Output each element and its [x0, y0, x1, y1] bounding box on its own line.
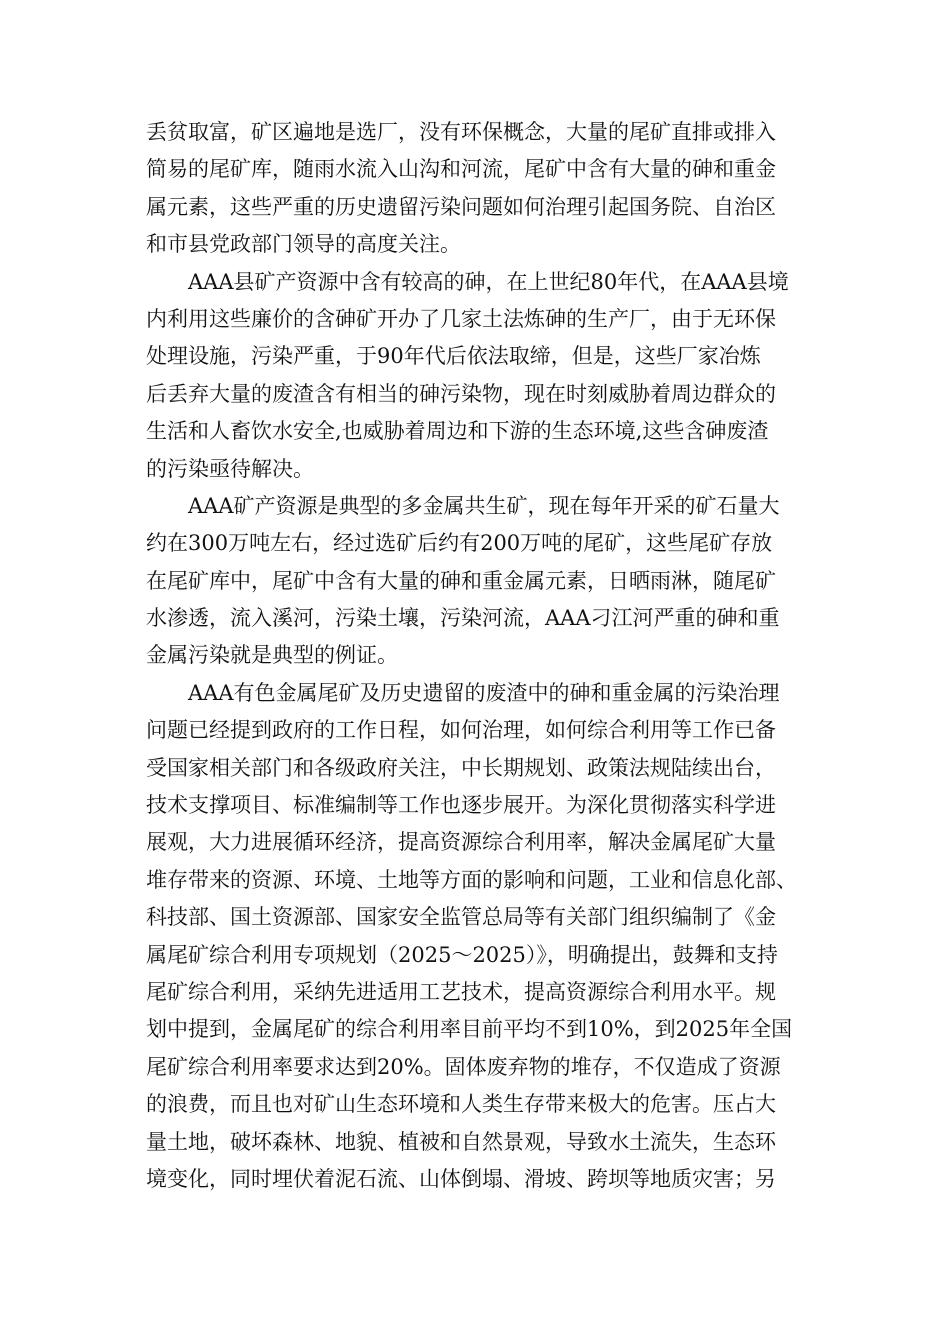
text-line: 境变化，同时埋伏着泥石流、山体倒塌、滑坡、跨坝等地质灾害；另 [146, 1166, 776, 1191]
text-line: AAA县矿产资源中含有较高的砷，在上世纪80年代，在AAA县境 [188, 269, 789, 294]
text-line: 堆存带来的资源、环境、土地等方面的影响和问题，工业和信息化部、 [146, 867, 797, 892]
text-line: AAA矿产资源是典型的多金属共生矿，现在每年开采的矿石量大 [188, 493, 780, 518]
text-line: 尾矿综合利用，采纳先进适用工艺技术，提高资源综合利用水平。规 [146, 979, 776, 1004]
text-line: 问题已经提到政府的工作日程，如何治理，如何综合利用等工作已备 [146, 718, 776, 743]
paragraph-3 [146, 488, 826, 675]
text-line: 在尾矿库中，尾矿中含有大量的砷和重金属元素，日晒雨淋，随尾矿 [146, 568, 776, 593]
text-line: 丢贫取富，矿区遍地是选厂，没有环保概念，大量的尾矿直排或排入 [146, 120, 776, 144]
text-line: 水渗透，流入溪河，污染土壤，污染河流，AAA刁江河严重的砷和重 [146, 606, 780, 631]
text-line: 约在300万吨左右，经过选矿后约有200万吨的尾矿，这些尾矿存放 [146, 531, 773, 556]
paragraph-2 [146, 264, 826, 488]
text-line: 划中提到，金属尾矿的综合利用率目前平均不到10%，到2025年全国 [146, 1017, 793, 1042]
text-line: 简易的尾矿库，随雨水流入山沟和河流，尾矿中含有大量的砷和重金 [146, 157, 776, 182]
text-line: 和市县党政部门领导的高度关注。 [146, 232, 461, 257]
text-line: 内利用这些廉价的含砷矿开办了几家土法炼砷的生产厂，由于无环保 [146, 306, 776, 331]
text-line: 的浪费，而且也对矿山生态环境和人类生存带来极大的危害。压占大 [146, 1092, 776, 1117]
text-line: 受国家相关部门和各级政府关注，中长期规划、政策法规陆续出台， [146, 755, 776, 780]
paragraph-4 [146, 675, 826, 1198]
text-line: 金属污染就是典型的例证。 [146, 643, 398, 668]
text-line: AAA有色金属尾矿及历史遗留的废渣中的砷和重金属的污染治理 [188, 680, 780, 705]
body-text [146, 114, 826, 1198]
text-line: 属尾矿综合利用专项规划（2025～2025）》，明确提出，鼓舞和支持 [146, 942, 778, 967]
text-line: 量土地，破坏森林、地貌、植被和自然景观，导致水土流失，生态环 [146, 1129, 776, 1154]
text-line: 后丢弃大量的废渣含有相当的砷污染物，现在时刻威胁着周边群众的 [146, 381, 776, 406]
text-line: 的污染亟待解决。 [146, 456, 314, 481]
text-line: 展观，大力进展循环经济，提高资源综合利用率，解决金属尾矿大量 [146, 830, 776, 855]
text-line: 处理设施，污染严重，于90年代后依法取缔，但是，这些厂家冶炼 [146, 344, 761, 369]
text-line: 技术支撑项目、标准编制等工作也逐步展开。为深化贯彻落实科学进 [146, 793, 776, 818]
paragraph-1 [146, 114, 826, 264]
text-line: 科技部、国土资源部、国家安全监管总局等有关部门组织编制了《金 [146, 905, 776, 930]
text-line: 尾矿综合利用率要求达到20%。固体废弃物的堆存，不仅造成了资源 [146, 1054, 781, 1079]
text-line: 属元素，这些严重的历史遗留污染问题如何治理引起国务院、自治区 [146, 194, 776, 219]
text-line: 生活和人畜饮水安全,也威胁着周边和下游的生态环境,这些含砷废渣 [146, 419, 769, 444]
